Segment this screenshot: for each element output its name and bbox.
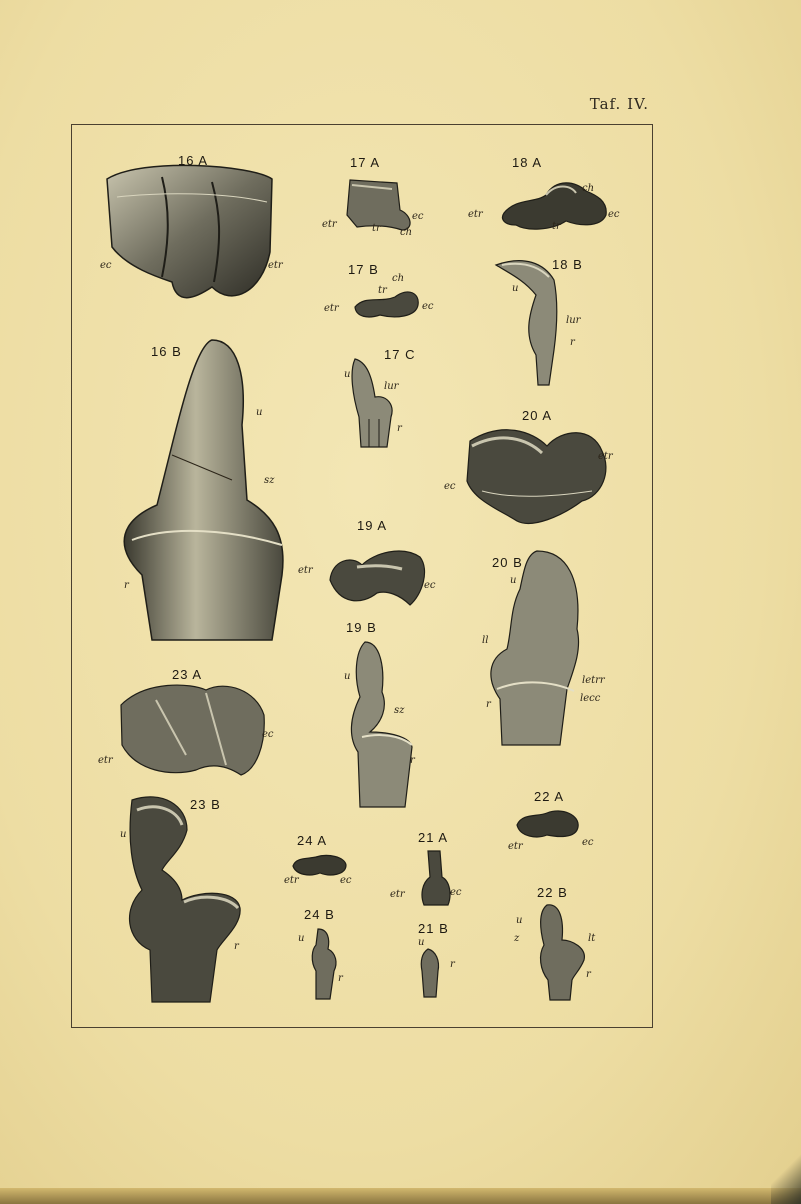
figure-17c-annotation-lur: lur [384,381,399,392]
figure-17a-annotation-etr: etr [322,219,337,230]
figure-21a-label: 21 A [418,830,449,845]
figure-16b-bone [112,335,287,645]
figure-22a-annotation-ec: ec [582,837,594,848]
figure-22a-annotation-etr: etr [508,841,523,852]
figure-19b-annotation-sz: sz [394,705,405,716]
figure-17b-label: 17 B [348,262,379,277]
figure-16a-annotation-ec: ec [100,260,112,271]
page-bottom-edge [0,1188,801,1204]
figure-20b-label: 20 B [492,555,523,570]
figure-17c-label: 17 C [384,347,416,362]
figure-16b-annotation-u: u [256,407,263,418]
figure-24b-label: 24 B [304,907,335,922]
figure-22a-label: 22 A [534,789,565,804]
figure-17a-annotation-ec: ec [412,211,424,222]
figure-18b-annotation-lur: lur [566,315,581,326]
figure-24a-annotation-etr: etr [284,875,299,886]
figure-18a-annotation-ch: ch [582,183,595,194]
plate-title: Taf. IV. [589,95,649,113]
figure-23b-annotation-r: r [234,941,239,952]
figure-17c-bone [347,357,402,449]
page-corner-shadow [771,1150,801,1204]
figure-18a-annotation-ec: ec [608,209,620,220]
figure-22b-bone [532,900,592,1002]
figure-23b-label: 23 B [190,797,221,812]
figure-19a-label: 19 A [357,518,388,533]
figure-18a-label: 18 A [512,155,543,170]
figure-20b-annotation-u: u [510,575,517,586]
figure-20b-annotation-lecc: lecc [580,693,601,704]
figure-19a-annotation-ec: ec [424,580,436,591]
figure-24b-bone [308,927,340,1001]
figure-19b-annotation-r: r [410,755,415,766]
figure-18b-annotation-u: u [512,283,519,294]
figure-18a-annotation-etr: etr [468,209,483,220]
figure-21a-bone [418,849,454,907]
figure-23a-bone [116,675,266,777]
figure-17b-annotation-ec: ec [422,301,434,312]
figure-23a-annotation-ec: ec [262,729,274,740]
figure-18b-annotation-r: r [570,337,575,348]
figure-23a-annotation-etr: etr [98,755,113,766]
figure-16a-label: 16 A [178,153,209,168]
figure-20b-annotation-ll: ll [482,635,489,646]
figure-17b-annotation-etr: etr [324,303,339,314]
figure-23b-bone [122,790,244,1005]
figure-17a-annotation-ch: ch [400,227,413,238]
figure-22b-annotation-lt: lt [588,933,596,944]
figure-21b-bone [418,947,446,999]
figure-16b-annotation-sz: sz [264,475,275,486]
figure-17a-annotation-tr: tr [372,223,381,234]
figure-20b-annotation-r: r [486,699,491,710]
figure-22a-bone [512,805,582,843]
figure-17c-annotation-u: u [344,369,351,380]
figure-21a-annotation-etr: etr [390,889,405,900]
figure-17c-annotation-r: r [397,423,402,434]
figure-17b-annotation-tr: tr [378,285,387,296]
figure-20b-bone [482,549,594,747]
figure-20a-annotation-ec: ec [444,481,456,492]
figure-16b-label: 16 B [151,344,182,359]
plate-frame [71,124,653,1028]
figure-24a-label: 24 A [297,833,328,848]
figure-19b-bone [340,637,420,809]
figure-18a-annotation-tr: tr [552,221,561,232]
figure-24b-annotation-u: u [298,933,305,944]
figure-16a-bone [102,157,277,307]
figure-20b-annotation-letrr: letrr [582,675,605,686]
figure-19b-label: 19 B [346,620,377,635]
figure-16b-annotation-r: r [124,580,129,591]
figure-22b-annotation-z: z [514,933,520,944]
figure-21b-label: 21 B [418,921,449,936]
figure-19a-bone [322,535,430,609]
figure-20a-bone [462,421,612,531]
figure-19b-annotation-u: u [344,671,351,682]
figure-21a-annotation-ec: ec [450,887,462,898]
figure-19a-annotation-etr: etr [298,565,313,576]
figure-17b-annotation-ch: ch [392,273,405,284]
figure-17a-label: 17 A [350,155,381,170]
figure-23b-annotation-u: u [120,829,127,840]
figure-23a-label: 23 A [172,667,203,682]
figure-20a-annotation-etr: etr [598,451,613,462]
figure-20a-label: 20 A [522,408,553,423]
figure-22b-annotation-r: r [586,969,591,980]
figure-22b-annotation-u: u [516,915,523,926]
figure-17b-bone [350,285,425,321]
figure-18b-label: 18 B [552,257,583,272]
figure-24a-annotation-ec: ec [340,875,352,886]
figure-24b-annotation-r: r [338,973,343,984]
figure-22b-label: 22 B [537,885,568,900]
figure-21b-annotation-r: r [450,959,455,970]
figure-16a-annotation-etr: etr [268,260,283,271]
figure-21b-annotation-u: u [418,937,425,948]
